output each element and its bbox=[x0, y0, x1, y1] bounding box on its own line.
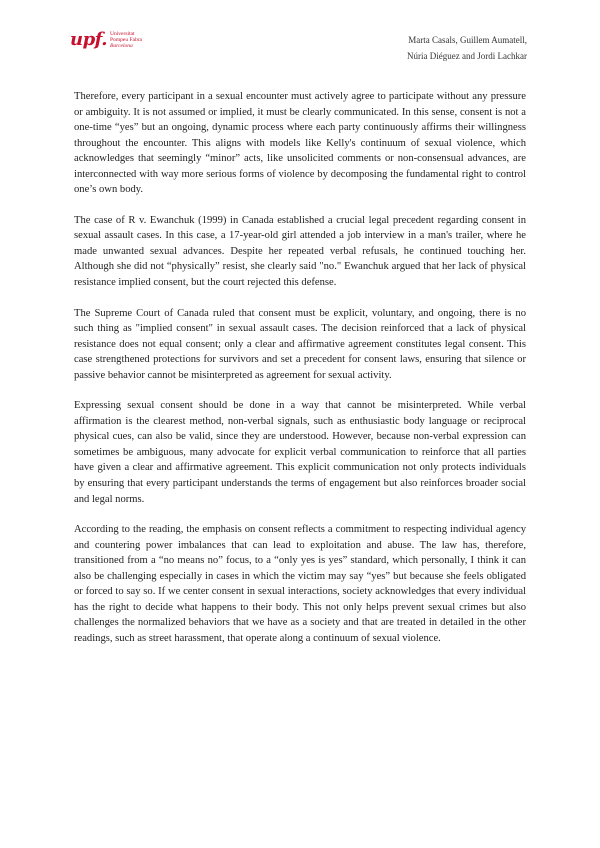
page-header bbox=[0, 0, 600, 70]
document-body bbox=[74, 89, 526, 662]
paragraph-reading-reflection: According to the reading, the emphasis on consent reflects a commitment to respecting individual agency and countering power imbalances that can lead to exploitation and abuse. The law has, therefore, transitioned from a “no means no” focus, to a “only yes is yes” standard, which personally, I think it can also be challenging especially in cases in which the victim may say “yes” but because she feels obligated or forced to say so. If we center consent in sexual interactions, society acknowledges that every individual has the right to decide what happens to their body. This not only helps prevent sexual crimes but also challenges the normalized behaviors that we have as a society and that are treated in detailed in the other readings, such as street harassment, that operate along a continuum of sexual violence. bbox=[74, 524, 526, 644]
university-logo bbox=[70, 31, 142, 49]
author-list bbox=[407, 33, 527, 64]
paragraph-consent-definition: Therefore, every participant in a sexual encounter must actively agree to participate without any pressure or ambiguity. It is not assumed or implied, it must be clearly communicated. In this sense, consent is not a one-time “yes” but an ongoing, dynamic process where each party continuously affirms their willingness throughout the encounter. This aligns with models like Kelly's continuum of sexual violence, which acknowledges that seemingly “minor” acts, like unsolicited comments or non-consensual advances, are interconnected with way more serious forms of violence by decomposing the fundamental right to control one’s own body. bbox=[74, 91, 526, 196]
upf-logo-mark: upf. bbox=[70, 29, 108, 50]
paragraph-supreme-court-ruling: The Supreme Court of Canada ruled that consent must be explicit, voluntary, and ongoing, there is no such thing as "implied consent" in sexual assault cases. The decision reinforced that a lack of physical resistance does not equal consent; only a clear and affirmative agreement constitutes legal consent. This case strengthened protections for survivors and set a precedent for consent laws, ensuring that silence or passive behavior cannot be misinterpreted as agreement for sexual activity. bbox=[74, 307, 526, 381]
logo-line-3: Barcelona bbox=[110, 43, 133, 49]
logo-line-2: Pompeu Fabra bbox=[110, 37, 142, 43]
author-line-1: Marta Casals, Guillem Aumatell, bbox=[408, 35, 527, 45]
paragraph-expressing-consent: Expressing sexual consent should be done in a way that cannot be misinterpreted. While verbal affirmation is the clearest method, non-verbal signals, such as enthusiastic body language or reciprocal physical cues, can also be valid, since they are understood. However, because non-verbal expression can sometimes be ambiguous, many advocate for explicit verbal communication to reinforce that all parties have given a clear and affirmative agreement. This explicit communication not only protects individuals by ensuring that every participant understands the terms of engagement but also reinforces broader social and legal norms. bbox=[74, 400, 526, 505]
author-line-2: Núria Diéguez and Jordi Lachkar bbox=[407, 50, 527, 61]
logo-line-1: Universitat bbox=[110, 31, 135, 37]
paragraph-ewanchuk-case: The case of R v. Ewanchuk (1999) in Canada established a crucial legal precedent regarding consent in sexual assault cases. In this case, a 17-year-old girl attended a job interview in a man's trailer, where he made unwanted sexual advances. Despite her repeated verbal refusals, he continued touching her. Although she did not “physically” resist, she clearly said "no." Ewanchuk argued that her lack of physical resistance implied consent, but the court rejected this defense. bbox=[74, 214, 526, 289]
logo-text bbox=[110, 31, 142, 49]
